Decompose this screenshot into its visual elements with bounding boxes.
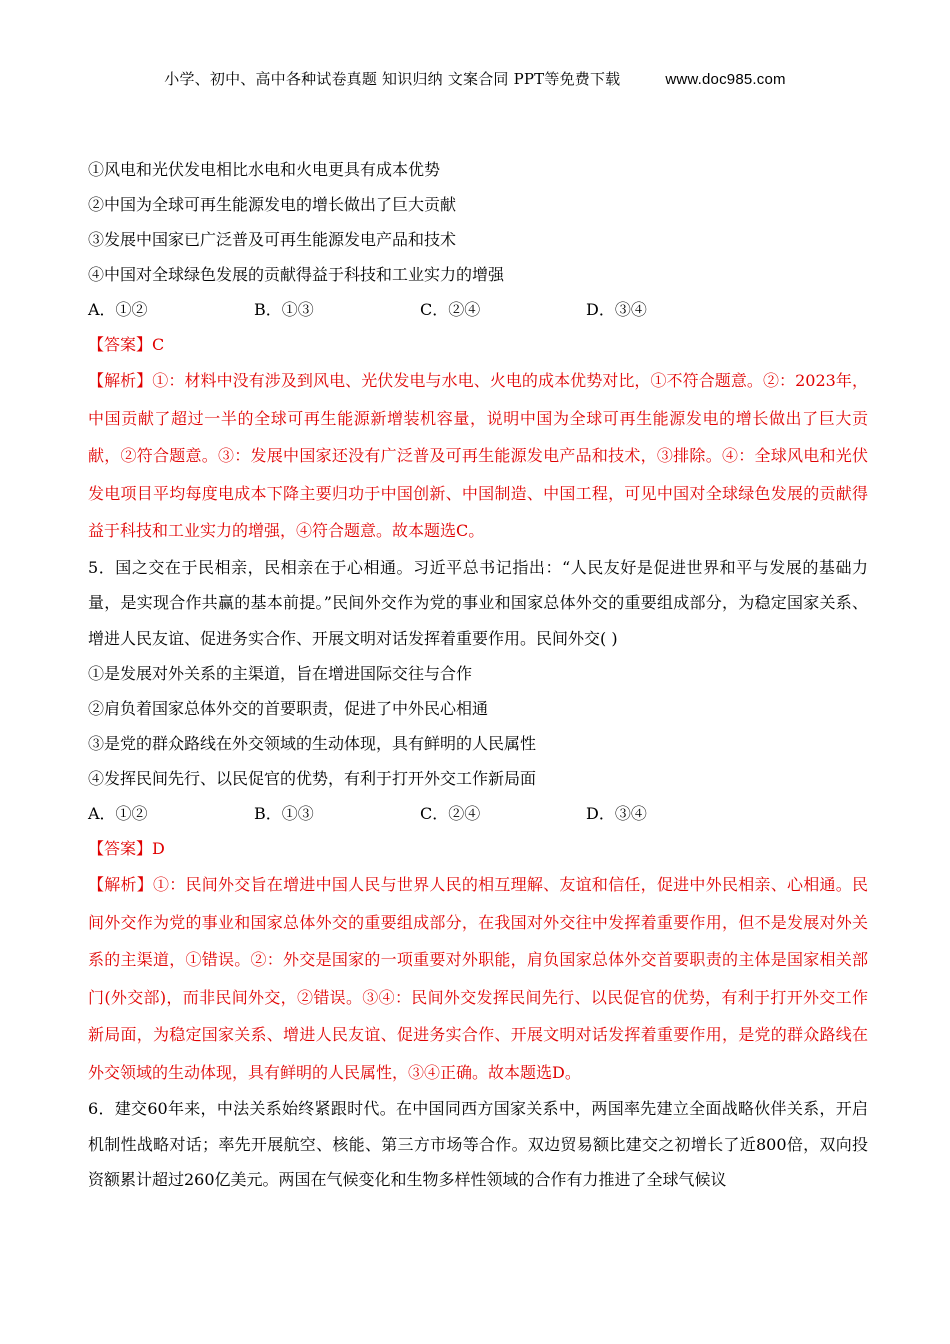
q5-answer — [88, 831, 868, 866]
q4-options — [88, 292, 868, 327]
q5-option-a: A．①② — [88, 804, 148, 823]
q5-stem: 5．国之交在于民相亲，民相亲在于心相通。习近平总书记指出：“人民友好是促进世界和平与发展的基础力量，是实现合作共赢的基本前提。”民间外交作为党的事业和国家总体外交的重要组成部分，为稳定国家关系、增进人民友谊、促进务实合作、开展文明对话发挥着重要作用。民间外交( ) — [88, 557, 868, 648]
question-4 — [88, 152, 868, 550]
q5-item-4: ④发挥民间先行、以民促官的优势，有利于打开外交工作新局面 — [88, 769, 537, 788]
q4-item-2: ②中国为全球可再生能源发电的增长做出了巨大贡献 — [88, 195, 457, 214]
q5-option-d: D．③④ — [586, 804, 647, 823]
page-header — [0, 68, 950, 89]
header-text: 小学、初中、高中各种试卷真题 知识归纳 文案合同 PPT等免费下载 — [164, 70, 621, 88]
q4-analysis-label: 【解析】 — [88, 371, 153, 390]
q5-option-b: B．①③ — [254, 804, 314, 823]
q4-analysis — [88, 362, 868, 550]
q4-item-3: ③发展中国家已广泛普及可再生能源发电产品和技术 — [88, 230, 457, 249]
document-body — [88, 152, 868, 1198]
q5-item-1: ①是发展对外关系的主渠道，旨在增进国际交往与合作 — [88, 664, 473, 683]
q4-answer-value: C — [152, 335, 165, 354]
q4-option-a: A．①② — [88, 300, 148, 319]
question-6 — [88, 1091, 868, 1198]
q4-analysis-text: ①：材料中没有涉及到风电、光伏发电与水电、火电的成本优势对比，①不符合题意。②：2023年，中国贡献了超过一半的全球可再生能源新增装机容量，说明中国为全球可再生能源发电的增长做出了巨大贡献，②符合题意。③：发展中国家还没有广泛普及可再生能源发电产品和技术，③排除。④：全球风电和光伏发电项目平均每度电成本下降主要归功于中国创新、中国制造、中国工程，可见中国对全球绿色发展的贡献得益于科技和工业实力的增强，④符合题意。故本题选C。 — [88, 371, 868, 540]
question-5 — [88, 550, 868, 1092]
q4-option-c: C．②④ — [420, 300, 481, 319]
q5-answer-label: 【答案】 — [88, 839, 153, 858]
q4-item-1: ①风电和光伏发电相比水电和火电更具有成本优势 — [88, 160, 441, 179]
q4-answer — [88, 327, 868, 362]
header-url[interactable]: www.doc985.com — [665, 71, 786, 88]
q4-answer-label: 【答案】 — [88, 335, 153, 354]
q6-stem: 6．建交60年来，中法关系始终紧跟时代。在中国同西方国家关系中，两国率先建立全面战略伙伴关系，开启机制性战略对话；率先开展航空、核能、第三方市场等合作。双边贸易额比建交之初增长了近800倍，双向投资额累计超过260亿美元。两国在气候变化和生物多样性领域的合作有力推进了全球气候议 — [88, 1099, 868, 1189]
q4-item-4: ④中国对全球绿色发展的贡献得益于科技和工业实力的增强 — [88, 265, 505, 284]
q4-option-b: B．①③ — [254, 300, 314, 319]
q5-analysis — [88, 866, 868, 1091]
q5-analysis-text: ①：民间外交旨在增进中国人民与世界人民的相互理解、友谊和信任，促进中外民相亲、心相通。民间外交作为党的事业和国家总体外交的重要组成部分，在我国对外交往中发挥着重要作用，但不是发展对外关系的主渠道，①错误。②：外交是国家的一项重要对外职能，肩负国家总体外交首要职责的主体是国家相关部门(外交部)，而非民间外交，②错误。③④：民间外交发挥民间先行、以民促官的优势，有利于打开外交工作新局面，为稳定国家关系、增进人民友谊、促进务实合作、开展文明对话发挥着重要作用，是党的群众路线在外交领域的生动体现，具有鲜明的人民属性，③④正确。故本题选D。 — [88, 875, 868, 1082]
q5-answer-value: D — [152, 839, 165, 858]
q5-item-2: ②肩负着国家总体外交的首要职责，促进了中外民心相通 — [88, 699, 489, 718]
q5-analysis-label: 【解析】 — [88, 875, 154, 894]
q4-option-d: D．③④ — [586, 300, 647, 319]
q5-option-c: C．②④ — [420, 804, 481, 823]
q5-options — [88, 796, 868, 831]
q5-item-3: ③是党的群众路线在外交领域的生动体现，具有鲜明的人民属性 — [88, 734, 537, 753]
